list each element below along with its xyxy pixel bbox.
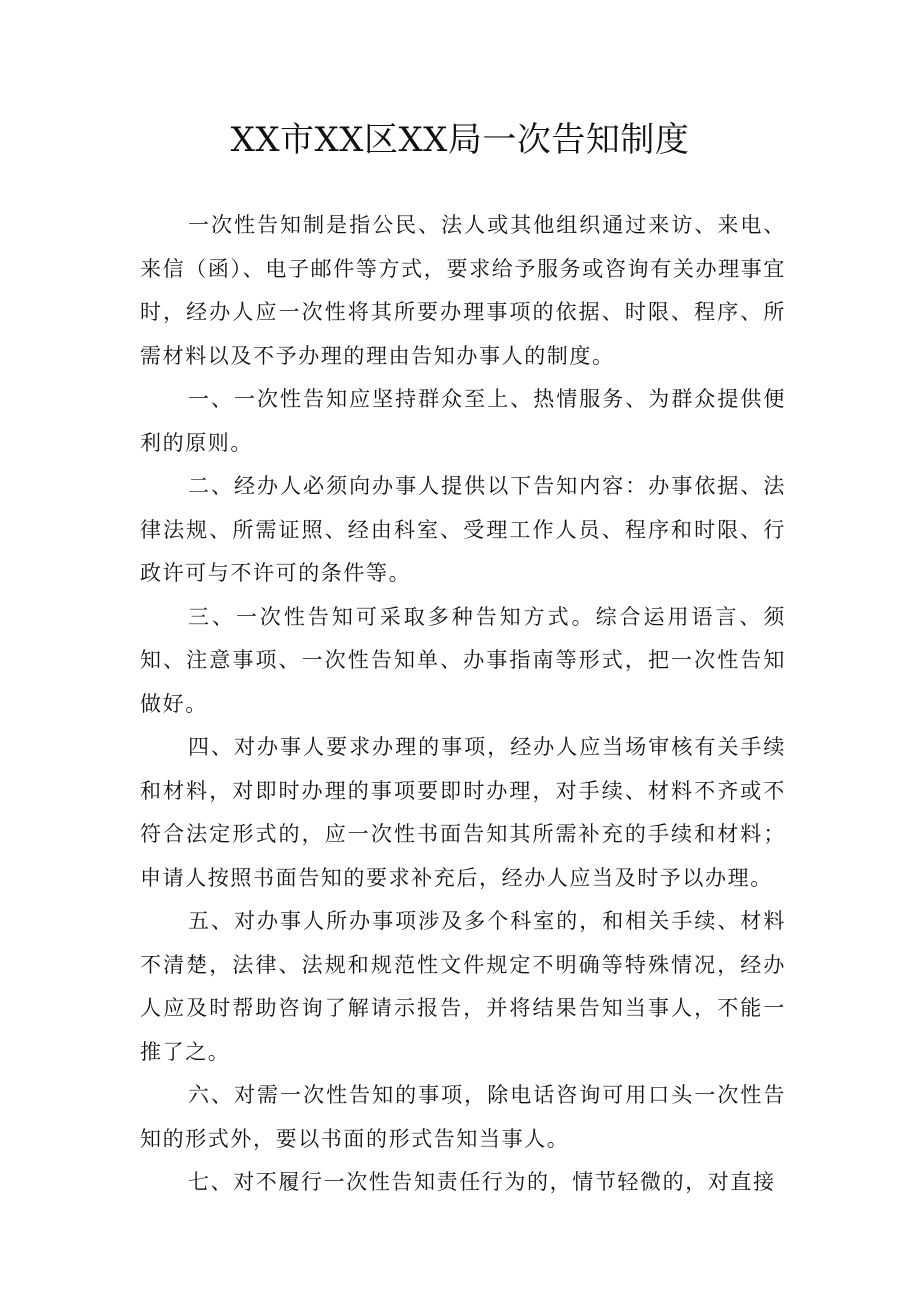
- clause-7-paragraph: 七、对不履行一次性告知责任行为的，情节轻微的，对直接: [188, 1170, 776, 1194]
- clause-1-paragraph: 一、一次性告知应坚持群众至上、热情服务、为群众提供便利的原则。: [140, 387, 786, 455]
- definition-paragraph: 一次性告知制是指公民、法人或其他组织通过来访、来电、来信（函）、电子邮件等方式，要求给予服务或咨询有关办理事宜时，经办人应一次性将其所要办理事项的依据、时限、程序、所需材料以及不予办理的理由告知办事人的制度。: [140, 213, 786, 368]
- clause-5-paragraph: 五、对办事人所办事项涉及多个科室的，和相关手续、材料不清楚，法律、法规和规范性文件规定不明确等特殊情况，经办人应及时帮助咨询了解请示报告，并将结果告知当事人，不能一推了之。: [140, 909, 786, 1064]
- clause-3-paragraph: 三、一次性告知可采取多种告知方式。综合运用语言、须知、注意事项、一次性告知单、办事指南等形式，把一次性告知做好。: [140, 604, 786, 716]
- clause-2-paragraph: 二、经办人必须向办事人提供以下告知内容：办事依据、法律法规、所需证照、经由科室、受理工作人员、程序和时限、行政许可与不许可的条件等。: [140, 474, 786, 585]
- clause-4-paragraph: 四、对办事人要求办理的事项，经办人应当场审核有关手续和材料，对即时办理的事项要即时办理，对手续、材料不齐或不符合法定形式的，应一次性书面告知其所需补充的手续和材料；申请人按照书面告知的要求补充后，经办人应当及时予以办理。: [140, 735, 786, 890]
- clause-6-paragraph: 六、对需一次性告知的事项，除电话咨询可用口头一次性告知的形式外，要以书面的形式告知当事人。: [140, 1083, 786, 1151]
- document-title: XX市XX区XX局一次告知制度: [230, 120, 690, 160]
- document-body: [140, 204, 786, 1205]
